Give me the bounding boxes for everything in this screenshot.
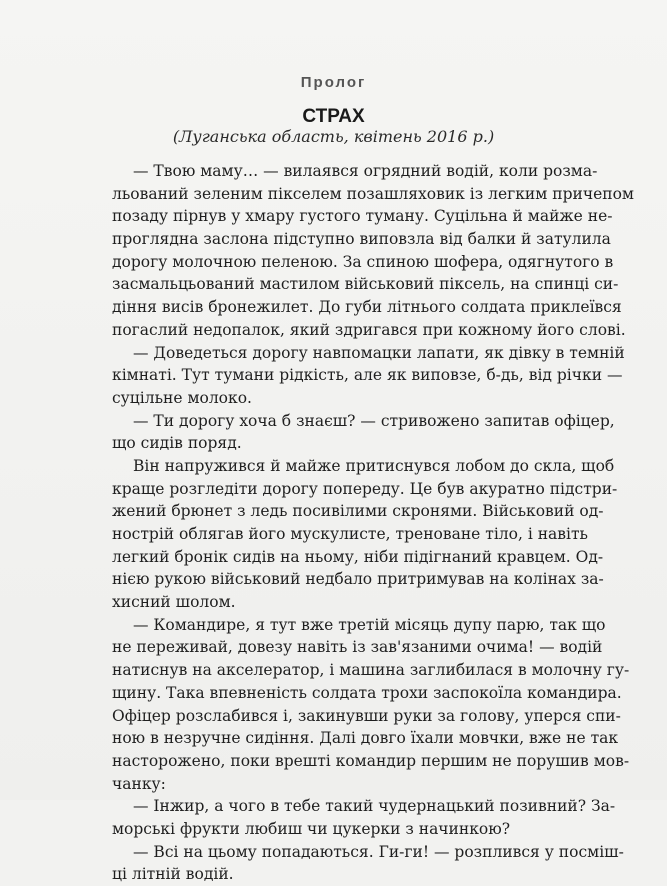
text-line: не переживай, довезу навіть із зав'язаними очима! — водій <box>112 638 603 657</box>
chapter-title: СТРАХ <box>302 106 365 127</box>
text-line: ці літній водій. <box>112 865 234 884</box>
text-line: нострій облягав його мускулисте, треноване тіло, і навіть <box>112 525 588 543</box>
text-line: — Всі на цьому попадаються. Ги-ги! — розплився у посміш- <box>133 842 624 861</box>
text-line: дорогу молочною пеленою. За спиною шофера, одягнутого в <box>112 252 614 271</box>
text-line: насторожено, поки врешті командир першим не порушив мов- <box>112 751 630 770</box>
text-line: жений брюнет з ледь посивілими скронями. Військовий од- <box>112 502 604 521</box>
text-line: кімнаті. Тут тумани рідкість, але як виповзе, б-дь, від річки — <box>112 366 623 385</box>
text-line: щину. Така впевненість солдата трохи заспокоїла командира. <box>112 683 622 702</box>
text-line: морські фрукти любиш чи цукерки з начинкою? <box>112 819 511 838</box>
text-line: — Інжир, а чого в тебе такий чудернацький позивний? За- <box>133 797 616 816</box>
text-line: краще розгледіти дорогу попереду. Це був акуратно підстри- <box>112 479 618 498</box>
text-line: — Командире, я тут вже третій місяць дупу парю, так що <box>133 615 606 634</box>
text-line: нією рукою військовий недбало притримував на колінах за- <box>112 570 604 589</box>
chapter-subtitle: (Луганська область, квітень 2016 р.) <box>172 127 495 146</box>
body-text <box>112 160 634 886</box>
text-line: легкий бронік сидів на ньому, ніби підігнаний кравцем. Од- <box>112 547 604 566</box>
text-line: проглядна заслона підступно виповзла від балки й затулила <box>112 230 611 249</box>
text-line: — Доведеться дорогу навпомацки лапати, як дівку в темній <box>133 343 625 362</box>
text-line: діння висів бронежилет. До губи літнього солдата приклеївся <box>112 298 622 317</box>
text-line: — Ти дорогу хоча б знаєш? — стривожено запитав офіцер, <box>133 411 615 430</box>
text-line: Він напружився й майже притиснувся лобом до скла, щоб <box>133 456 615 475</box>
text-line: чанку: <box>112 774 166 793</box>
text-line: що сидів поряд. <box>112 434 242 453</box>
chapter-heading: Пролог <box>300 74 367 91</box>
text-line: Офіцер розслабився і, закинувши руки за голову, уперся спи- <box>112 706 621 725</box>
text-line: — Твою маму… — вилаявся огрядний водій, коли розма- <box>133 162 598 180</box>
text-line: погаслий недопалок, який здригався при кожному його слові. <box>112 320 626 339</box>
text-line: натиснув на акселератор, і машина заглибилася в молочну гу- <box>112 661 630 680</box>
text-line: засмальцьований мастилом військовий піксель, на спинці си- <box>112 275 619 294</box>
text-line: суцільне молоко. <box>112 388 252 407</box>
text-line: позаду пірнув у хмару густого туману. Суцільна й майже не- <box>112 207 613 226</box>
text-line: льований зеленим пікселем позашляховик із легким причепом <box>112 184 634 203</box>
text-line: хисний шолом. <box>112 593 236 612</box>
text-line: ною в незручне сидіння. Далі довго їхали мовчки, вже не так <box>112 729 619 748</box>
